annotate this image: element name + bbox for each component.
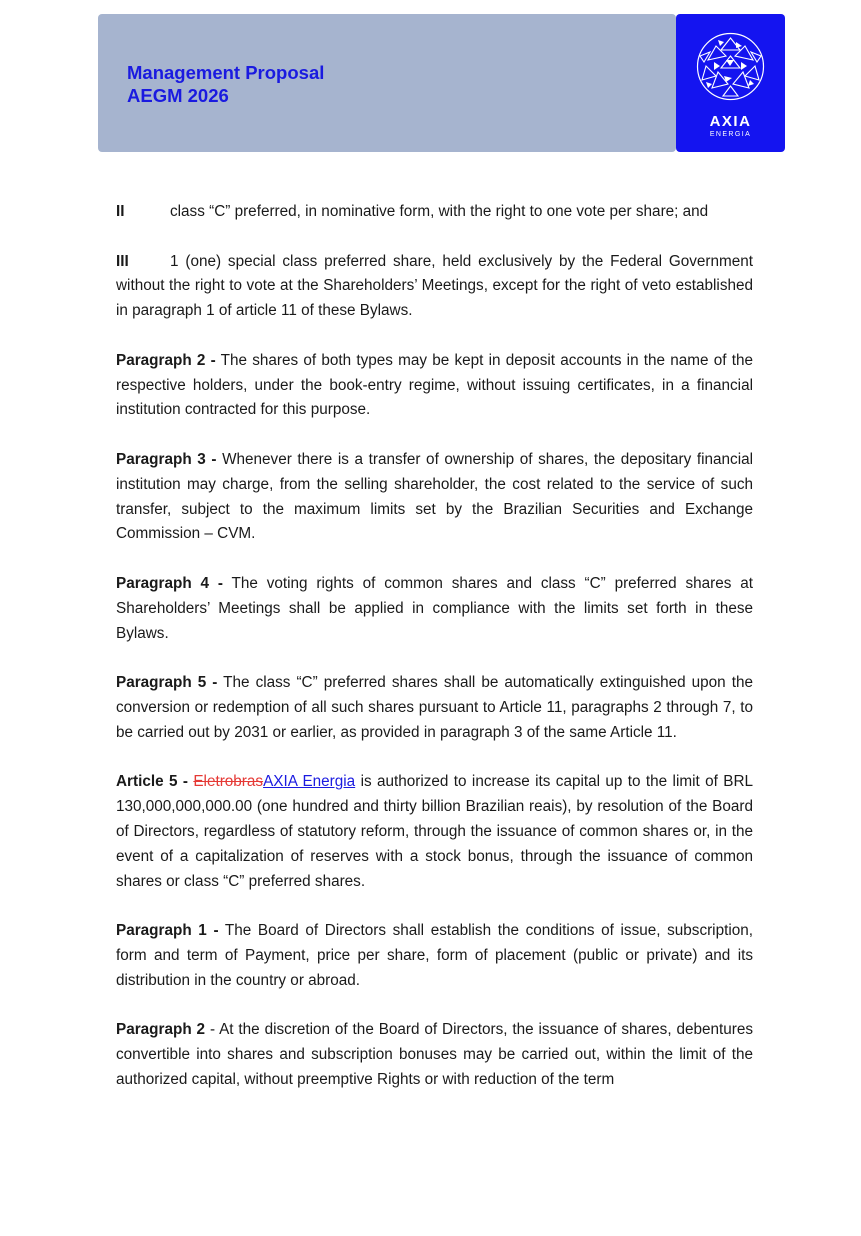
clause-label: Paragraph 1 - — [116, 922, 219, 940]
paragraph-4 — [116, 572, 753, 646]
clause-text: Whenever there is a transfer of ownership of shares, the depositary financial institution may charge, from the selling shareholder, the cost related to the service of such transfer, subject to the maximum limits set by the Brazilian Securities and Exchange Commission – CVM. — [116, 450, 754, 543]
item-text: 1 (one) special class preferred share, held exclusively by the Federal Government without the right to vote at the Shareholders’ Meetings, except for the right of veto established in paragraph 1 of article 11 of these Bylaws. — [116, 252, 753, 320]
clause-text: is authorized to increase its capital up to the limit of BRL 130,000,000,000.00 (one hundred and thirty billion Brazilian reais), by resolution of the Board of Directors, regardless of statutory reform, through the issuance of common shares or, in the event of a capitalization of reserves with a stock bonus, through the issuance of common shares or class “C” preferred shares. — [116, 773, 753, 890]
item-ii — [116, 200, 753, 225]
paragraph-2 — [116, 349, 753, 423]
clause-label: Article 5 - — [116, 773, 188, 791]
document-body — [116, 200, 753, 1117]
title-line-2: AEGM 2026 — [127, 85, 229, 106]
item-text: class “C” preferred, in nominative form, with the right to one vote per share; and — [170, 203, 709, 220]
paragraph-3 — [116, 448, 753, 547]
clause-label: Paragraph 2 — [116, 1021, 206, 1039]
deleted-text: Eletrobras — [193, 773, 264, 791]
clause-label: Paragraph 2 - — [116, 351, 216, 369]
logo-wordmark: AXIA — [709, 113, 752, 130]
clause-label: Paragraph 3 - — [116, 450, 217, 468]
clause-label: Paragraph 5 - — [116, 674, 218, 692]
axia-logo — [676, 14, 785, 152]
paragraph-5 — [116, 671, 753, 745]
logo-subtitle: ENERGIA — [709, 131, 752, 138]
article-5 — [116, 770, 753, 894]
clause-text: The voting rights of common shares and class “C” preferred shares at Shareholders’ Meetings shall be applied in compliance with the limits set forth in these Bylaws. — [116, 574, 753, 642]
document-title — [127, 61, 324, 107]
clause-text: The shares of both types may be kept in deposit accounts in the name of the respective holders, under the book-entry regime, without issuing certificates, in a financial institution contracted for this purpose. — [116, 351, 754, 419]
clause-text: The Board of Directors shall establish the conditions of issue, subscription, form and term of Payment, price per share, form of placement (public or private) and its distribution in the country or abroad. — [116, 922, 754, 989]
article-5-paragraph-1 — [116, 919, 753, 993]
globe-icon — [696, 32, 765, 101]
article-5-paragraph-2 — [116, 1018, 753, 1092]
item-numeral: II — [116, 203, 125, 220]
clause-text: The class “C” preferred shares shall be automatically extinguished upon the conversion or redemption of all such shares pursuant to Article 11, paragraphs 2 through 7, to be carried out by 2031 or earlier, as provided in paragraph 3 of the same Article 11. — [116, 674, 754, 741]
item-numeral: III — [116, 252, 129, 270]
clause-label: Paragraph 4 - — [116, 574, 223, 592]
inserted-text: AXIA Energia — [263, 773, 356, 791]
item-iii — [116, 250, 753, 324]
clause-text: - At the discretion of the Board of Directors, the issuance of shares, debentures convertible into shares and subscription bonuses may be carried out, within the limit of the authorized capital, without preemptive Rights or with reduction of the term — [116, 1021, 754, 1088]
title-line-1: Management Proposal — [127, 62, 325, 83]
